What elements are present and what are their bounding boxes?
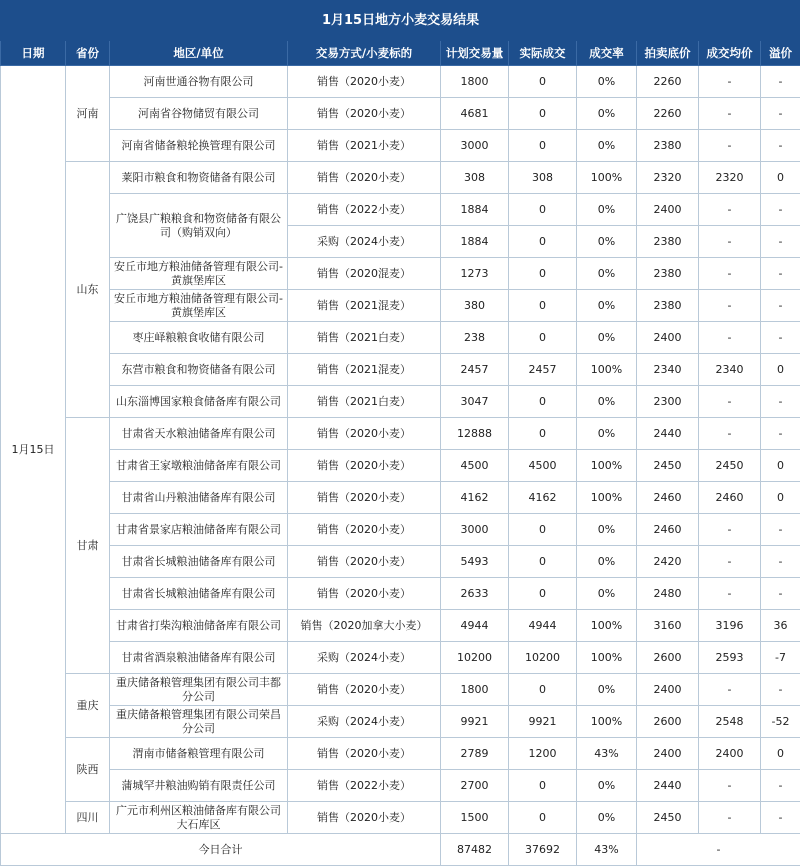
table-row xyxy=(1,802,800,834)
total-row xyxy=(1,834,800,866)
average-price-cell: 3196 xyxy=(699,610,761,642)
province-cell: 重庆 xyxy=(66,674,110,738)
premium-cell: - xyxy=(761,418,800,450)
actual-deal-cell: 0 xyxy=(509,674,577,706)
planned-volume-cell: 308 xyxy=(441,162,509,194)
actual-deal-cell: 0 xyxy=(509,546,577,578)
header-date: 日期 xyxy=(1,41,66,66)
actual-deal-cell: 0 xyxy=(509,802,577,834)
deal-rate-cell: 0% xyxy=(577,514,637,546)
header-planned-volume: 计划交易量 xyxy=(441,41,509,66)
average-price-cell: 2548 xyxy=(699,706,761,738)
unit-cell: 重庆储备粮管理集团有限公司丰都分公司 xyxy=(110,674,288,706)
planned-volume-cell: 12888 xyxy=(441,418,509,450)
table-row xyxy=(1,706,800,738)
planned-volume-cell: 5493 xyxy=(441,546,509,578)
header-actual-deal: 实际成交 xyxy=(509,41,577,66)
average-price-cell: - xyxy=(699,418,761,450)
average-price-cell: - xyxy=(699,674,761,706)
table-row xyxy=(1,162,800,194)
unit-cell: 甘肃省长城粮油储备库有限公司 xyxy=(110,546,288,578)
province-cell: 山东 xyxy=(66,162,110,418)
trade-type-cell: 销售（2021混麦） xyxy=(288,290,441,322)
table-row xyxy=(1,290,800,322)
table-row xyxy=(1,738,800,770)
trade-type-cell: 销售（2021混麦） xyxy=(288,354,441,386)
actual-deal-cell: 0 xyxy=(509,290,577,322)
floor-price-cell: 2340 xyxy=(637,354,699,386)
average-price-cell: 2593 xyxy=(699,642,761,674)
average-price-cell: - xyxy=(699,802,761,834)
planned-volume-cell: 380 xyxy=(441,290,509,322)
average-price-cell: 2340 xyxy=(699,354,761,386)
unit-cell: 莱阳市粮食和物资储备有限公司 xyxy=(110,162,288,194)
premium-cell: - xyxy=(761,98,800,130)
average-price-cell: - xyxy=(699,578,761,610)
unit-cell: 河南世通谷物有限公司 xyxy=(110,66,288,98)
unit-cell: 甘肃省天水粮油储备库有限公司 xyxy=(110,418,288,450)
deal-rate-cell: 0% xyxy=(577,546,637,578)
unit-cell: 枣庄峄粮粮食收储有限公司 xyxy=(110,322,288,354)
floor-price-cell: 2440 xyxy=(637,770,699,802)
actual-deal-cell: 0 xyxy=(509,514,577,546)
deal-rate-cell: 100% xyxy=(577,706,637,738)
planned-volume-cell: 4681 xyxy=(441,98,509,130)
trade-type-cell: 销售（2020小麦） xyxy=(288,514,441,546)
trade-type-cell: 采购（2024小麦） xyxy=(288,226,441,258)
average-price-cell: - xyxy=(699,98,761,130)
table-row xyxy=(1,194,800,226)
floor-price-cell: 2450 xyxy=(637,450,699,482)
deal-rate-cell: 0% xyxy=(577,290,637,322)
unit-cell: 河南省谷物储贸有限公司 xyxy=(110,98,288,130)
province-cell: 河南 xyxy=(66,66,110,162)
actual-deal-cell: 0 xyxy=(509,386,577,418)
planned-volume-cell: 1884 xyxy=(441,226,509,258)
average-price-cell: 2320 xyxy=(699,162,761,194)
total-label: 今日合计 xyxy=(1,834,441,866)
premium-cell: 0 xyxy=(761,738,800,770)
table-row xyxy=(1,578,800,610)
floor-price-cell: 2600 xyxy=(637,642,699,674)
unit-cell: 甘肃省王家墩粮油储备库有限公司 xyxy=(110,450,288,482)
deal-rate-cell: 0% xyxy=(577,674,637,706)
header-trade-type: 交易方式/小麦标的 xyxy=(288,41,441,66)
planned-volume-cell: 2633 xyxy=(441,578,509,610)
planned-volume-cell: 4500 xyxy=(441,450,509,482)
planned-volume-cell: 2457 xyxy=(441,354,509,386)
table-row xyxy=(1,354,800,386)
premium-cell: - xyxy=(761,546,800,578)
table-title: 1月15日地方小麦交易结果 xyxy=(1,1,800,41)
actual-deal-cell: 0 xyxy=(509,578,577,610)
unit-cell: 东营市粮食和物资储备有限公司 xyxy=(110,354,288,386)
planned-volume-cell: 2700 xyxy=(441,770,509,802)
header-unit: 地区/单位 xyxy=(110,41,288,66)
actual-deal-cell: 0 xyxy=(509,770,577,802)
floor-price-cell: 2460 xyxy=(637,482,699,514)
trade-type-cell: 销售（2020小麦） xyxy=(288,738,441,770)
actual-deal-cell: 0 xyxy=(509,194,577,226)
average-price-cell: - xyxy=(699,258,761,290)
premium-cell: - xyxy=(761,770,800,802)
average-price-cell: - xyxy=(699,66,761,98)
trade-type-cell: 销售（2020加拿大小麦） xyxy=(288,610,441,642)
trade-type-cell: 销售（2020小麦） xyxy=(288,674,441,706)
premium-cell: 0 xyxy=(761,162,800,194)
premium-cell: - xyxy=(761,322,800,354)
header-deal-rate: 成交率 xyxy=(577,41,637,66)
deal-rate-cell: 100% xyxy=(577,354,637,386)
planned-volume-cell: 1884 xyxy=(441,194,509,226)
floor-price-cell: 2460 xyxy=(637,514,699,546)
province-cell: 陕西 xyxy=(66,738,110,802)
average-price-cell: - xyxy=(699,514,761,546)
header-floor-price: 拍卖底价 xyxy=(637,41,699,66)
planned-volume-cell: 9921 xyxy=(441,706,509,738)
premium-cell: - xyxy=(761,66,800,98)
deal-rate-cell: 100% xyxy=(577,162,637,194)
deal-rate-cell: 100% xyxy=(577,610,637,642)
floor-price-cell: 2400 xyxy=(637,322,699,354)
trade-type-cell: 销售（2020小麦） xyxy=(288,66,441,98)
unit-cell: 安丘市地方粮油储备管理有限公司-黄旗堡库区 xyxy=(110,258,288,290)
floor-price-cell: 2260 xyxy=(637,98,699,130)
table-row xyxy=(1,450,800,482)
actual-deal-cell: 1200 xyxy=(509,738,577,770)
floor-price-cell: 2260 xyxy=(637,66,699,98)
table-row xyxy=(1,66,800,98)
premium-cell: - xyxy=(761,130,800,162)
actual-deal-cell: 0 xyxy=(509,98,577,130)
floor-price-cell: 2380 xyxy=(637,226,699,258)
table-row xyxy=(1,418,800,450)
floor-price-cell: 2420 xyxy=(637,546,699,578)
premium-cell: 0 xyxy=(761,450,800,482)
premium-cell: - xyxy=(761,802,800,834)
unit-cell: 甘肃省酒泉粮油储备库有限公司 xyxy=(110,642,288,674)
table-row xyxy=(1,130,800,162)
actual-deal-cell: 10200 xyxy=(509,642,577,674)
planned-volume-cell: 2789 xyxy=(441,738,509,770)
premium-cell: - xyxy=(761,514,800,546)
average-price-cell: - xyxy=(699,290,761,322)
floor-price-cell: 2400 xyxy=(637,738,699,770)
date-cell: 1月15日 xyxy=(1,66,66,834)
trade-type-cell: 销售（2020小麦） xyxy=(288,578,441,610)
actual-deal-cell: 0 xyxy=(509,258,577,290)
floor-price-cell: 2480 xyxy=(637,578,699,610)
floor-price-cell: 2440 xyxy=(637,418,699,450)
actual-deal-cell: 0 xyxy=(509,226,577,258)
planned-volume-cell: 238 xyxy=(441,322,509,354)
trade-type-cell: 销售（2020混麦） xyxy=(288,258,441,290)
premium-cell: 0 xyxy=(761,482,800,514)
deal-rate-cell: 0% xyxy=(577,418,637,450)
actual-deal-cell: 0 xyxy=(509,130,577,162)
premium-cell: - xyxy=(761,290,800,322)
trade-type-cell: 销售（2021小麦） xyxy=(288,130,441,162)
deal-rate-cell: 100% xyxy=(577,642,637,674)
unit-cell: 甘肃省长城粮油储备库有限公司 xyxy=(110,578,288,610)
floor-price-cell: 2600 xyxy=(637,706,699,738)
deal-rate-cell: 0% xyxy=(577,130,637,162)
planned-volume-cell: 3000 xyxy=(441,130,509,162)
average-price-cell: 2460 xyxy=(699,482,761,514)
actual-deal-cell: 0 xyxy=(509,66,577,98)
table-row xyxy=(1,642,800,674)
floor-price-cell: 2380 xyxy=(637,290,699,322)
trade-type-cell: 销售（2020小麦） xyxy=(288,418,441,450)
average-price-cell: - xyxy=(699,386,761,418)
deal-rate-cell: 100% xyxy=(577,482,637,514)
planned-volume-cell: 3000 xyxy=(441,514,509,546)
deal-rate-cell: 0% xyxy=(577,194,637,226)
trade-type-cell: 销售（2022小麦） xyxy=(288,770,441,802)
average-price-cell: - xyxy=(699,226,761,258)
trade-type-cell: 销售（2020小麦） xyxy=(288,482,441,514)
header-row xyxy=(1,41,800,66)
table-row xyxy=(1,98,800,130)
unit-cell: 广元市利州区粮油储备库有限公司大石库区 xyxy=(110,802,288,834)
floor-price-cell: 2400 xyxy=(637,194,699,226)
trade-type-cell: 销售（2022小麦） xyxy=(288,194,441,226)
trade-type-cell: 销售（2021白麦） xyxy=(288,386,441,418)
planned-volume-cell: 3047 xyxy=(441,386,509,418)
premium-cell: 0 xyxy=(761,354,800,386)
deal-rate-cell: 0% xyxy=(577,98,637,130)
average-price-cell: - xyxy=(699,194,761,226)
table-row xyxy=(1,674,800,706)
total-planned-volume: 87482 xyxy=(441,834,509,866)
table-row xyxy=(1,770,800,802)
header-province: 省份 xyxy=(66,41,110,66)
average-price-cell: 2400 xyxy=(699,738,761,770)
province-cell: 甘肃 xyxy=(66,418,110,674)
trade-type-cell: 销售（2020小麦） xyxy=(288,162,441,194)
trade-type-cell: 销售（2021白麦） xyxy=(288,322,441,354)
premium-cell: - xyxy=(761,194,800,226)
table-row xyxy=(1,258,800,290)
average-price-cell: - xyxy=(699,546,761,578)
table-row xyxy=(1,482,800,514)
average-price-cell: - xyxy=(699,770,761,802)
actual-deal-cell: 4944 xyxy=(509,610,577,642)
actual-deal-cell: 0 xyxy=(509,322,577,354)
planned-volume-cell: 1800 xyxy=(441,66,509,98)
actual-deal-cell: 9921 xyxy=(509,706,577,738)
unit-cell: 甘肃省景家店粮油储备库有限公司 xyxy=(110,514,288,546)
planned-volume-cell: 1800 xyxy=(441,674,509,706)
premium-cell: - xyxy=(761,258,800,290)
deal-rate-cell: 100% xyxy=(577,450,637,482)
title-row xyxy=(1,1,800,41)
unit-cell: 蒲城罕井粮油购销有限责任公司 xyxy=(110,770,288,802)
floor-price-cell: 2450 xyxy=(637,802,699,834)
deal-rate-cell: 43% xyxy=(577,738,637,770)
floor-price-cell: 2380 xyxy=(637,130,699,162)
floor-price-cell: 2380 xyxy=(637,258,699,290)
actual-deal-cell: 2457 xyxy=(509,354,577,386)
deal-rate-cell: 0% xyxy=(577,578,637,610)
floor-price-cell: 2300 xyxy=(637,386,699,418)
deal-rate-cell: 0% xyxy=(577,770,637,802)
unit-cell: 重庆储备粮管理集团有限公司荣昌分公司 xyxy=(110,706,288,738)
deal-rate-cell: 0% xyxy=(577,66,637,98)
planned-volume-cell: 4162 xyxy=(441,482,509,514)
table-row xyxy=(1,610,800,642)
table-row xyxy=(1,386,800,418)
planned-volume-cell: 4944 xyxy=(441,610,509,642)
unit-cell: 甘肃省山丹粮油储备库有限公司 xyxy=(110,482,288,514)
actual-deal-cell: 308 xyxy=(509,162,577,194)
deal-rate-cell: 0% xyxy=(577,386,637,418)
premium-cell: - xyxy=(761,674,800,706)
deal-rate-cell: 0% xyxy=(577,322,637,354)
premium-cell: - xyxy=(761,578,800,610)
actual-deal-cell: 0 xyxy=(509,418,577,450)
planned-volume-cell: 1273 xyxy=(441,258,509,290)
trade-type-cell: 采购（2024小麦） xyxy=(288,706,441,738)
unit-cell: 广饶县广粮粮食和物资储备有限公司（购销双向） xyxy=(110,194,288,258)
deal-rate-cell: 0% xyxy=(577,258,637,290)
header-premium: 溢价 xyxy=(761,41,800,66)
table-row xyxy=(1,322,800,354)
trade-type-cell: 销售（2020小麦） xyxy=(288,450,441,482)
header-average-price: 成交均价 xyxy=(699,41,761,66)
trade-type-cell: 销售（2020小麦） xyxy=(288,98,441,130)
unit-cell: 甘肃省打柴沟粮油储备库有限公司 xyxy=(110,610,288,642)
premium-cell: -52 xyxy=(761,706,800,738)
floor-price-cell: 2320 xyxy=(637,162,699,194)
premium-cell: - xyxy=(761,386,800,418)
unit-cell: 河南省储备粮轮换管理有限公司 xyxy=(110,130,288,162)
premium-cell: - xyxy=(761,226,800,258)
floor-price-cell: 3160 xyxy=(637,610,699,642)
deal-rate-cell: 0% xyxy=(577,226,637,258)
total-deal-rate: 43% xyxy=(577,834,637,866)
unit-cell: 山东淄博国家粮食储备库有限公司 xyxy=(110,386,288,418)
planned-volume-cell: 1500 xyxy=(441,802,509,834)
actual-deal-cell: 4162 xyxy=(509,482,577,514)
unit-cell: 安丘市地方粮油储备管理有限公司-黄旗堡库区 xyxy=(110,290,288,322)
trade-type-cell: 销售（2020小麦） xyxy=(288,802,441,834)
average-price-cell: - xyxy=(699,130,761,162)
premium-cell: 36 xyxy=(761,610,800,642)
total-rest: - xyxy=(637,834,800,866)
average-price-cell: 2450 xyxy=(699,450,761,482)
floor-price-cell: 2400 xyxy=(637,674,699,706)
total-actual-deal: 37692 xyxy=(509,834,577,866)
unit-cell: 渭南市储备粮管理有限公司 xyxy=(110,738,288,770)
average-price-cell: - xyxy=(699,322,761,354)
trade-type-cell: 采购（2024小麦） xyxy=(288,642,441,674)
planned-volume-cell: 10200 xyxy=(441,642,509,674)
table-row xyxy=(1,546,800,578)
premium-cell: -7 xyxy=(761,642,800,674)
province-cell: 四川 xyxy=(66,802,110,834)
deal-rate-cell: 0% xyxy=(577,802,637,834)
trade-type-cell: 销售（2020小麦） xyxy=(288,546,441,578)
actual-deal-cell: 4500 xyxy=(509,450,577,482)
table-row xyxy=(1,514,800,546)
